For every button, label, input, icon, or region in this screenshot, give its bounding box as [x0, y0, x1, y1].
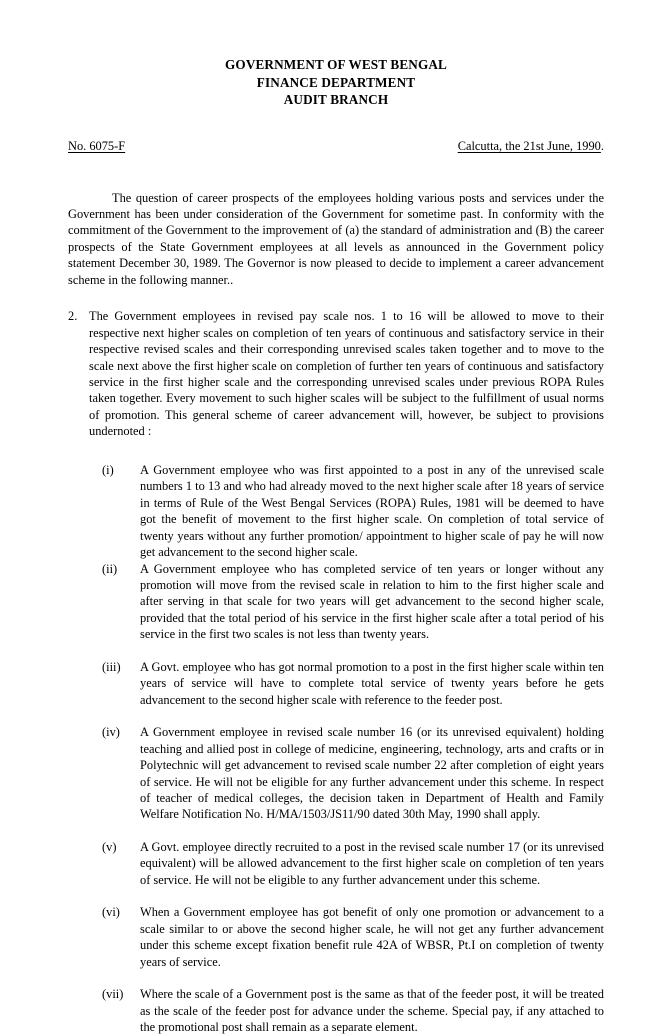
provision-item-vi	[68, 904, 604, 970]
provision-text-v: A Govt. employee directly recruited to a post in the revised scale number 17 (or its unrevised equivalent) will be allowed advancement to the first higher scale on completion of ten years of service. He will not be eligible to any further advancement under this scheme.	[140, 839, 604, 887]
provision-item-iii	[68, 659, 604, 708]
provision-marker-v: (v)	[102, 839, 117, 854]
provision-marker-vi: (vi)	[102, 905, 120, 920]
letterhead-line-branch: AUDIT BRANCH	[283, 92, 389, 107]
provision-text-iv: A Government employee in revised scale number 16 (or its unrevised equivalent) holding teaching and allied post in college of medicine, engineering, technology, arts and crafts or in Polytechnic will get advancement to revised scale number 22 after completion of eight years of service. He will not be eligible for any further advancement under this scheme. In respect of teacher of medical colleges, the decision taken in Department of Health and Family Welfare Notification No. H/MA/1503/JS11/90 dated 30th May, 1990 shall apply.	[140, 725, 604, 822]
letterhead-line-department: FINANCE DEPARTMENT	[256, 74, 416, 90]
intro-paragraph: The question of career prospects of the employees holding various posts and services under the Government has been under consideration of the Government for sometime past. In conformity with the commitment of the Government to the improvement of (a) the standard of administration and (B) the career prospects of the State Government employees at all levels as announced in the Government policy statement December 30, 1989. The Governor is now pleased to decide to implement a career advancement scheme in the following manner..	[68, 190, 604, 287]
reference-row	[68, 138, 604, 154]
provision-marker-iv: (iv)	[102, 725, 120, 740]
provision-text-ii: A Government employee who has completed service of ten years or longer without any promotion will move from the revised scale in relation to him to the first higher scale and after serving in that scale for two years will get advancement to the second higher scale, provided that the total period of his service in the first higher scale after a total period of his service in the first two scales is not less than twenty years.	[140, 561, 604, 642]
provision-item-i	[68, 462, 604, 561]
provision-marker-iii: (iii)	[102, 659, 121, 674]
letterhead	[68, 56, 604, 109]
dateline-period: .	[600, 138, 604, 153]
dateline	[458, 138, 604, 154]
provision-marker-vii: (vii)	[102, 987, 124, 1002]
provision-marker-i: (i)	[102, 462, 114, 477]
clause-2	[68, 308, 604, 440]
provision-text-i: A Government employee who was first appointed to a post in any of the unrevised scale numbers 1 to 13 and who had already moved to the next higher scale after 18 years of service in terms of Rule of the West Bengal Services (ROPA) Rules, 1981 will be deemed to have got the benefit of movement to the first higher scale. On completion of total service of twenty years without any further promotion/ appointment to higher scale of pay he will now get advancement to the second higher scale.	[140, 462, 604, 560]
provision-item-vii	[68, 986, 604, 1035]
letterhead-line-government: GOVERNMENT OF WEST BENGAL	[225, 57, 447, 72]
reference-number: No. 6075-F	[68, 138, 126, 153]
provision-marker-ii: (ii)	[102, 561, 118, 576]
dateline-place-date: Calcutta, the 21st June, 1990	[457, 138, 601, 153]
provision-text-iii: A Govt. employee who has got normal promotion to a post in the first higher scale within ten years of service will have to complete total service of twenty years before he gets advancement to the second higher scale with reference to the feeder post.	[140, 659, 604, 707]
provision-item-iv	[68, 724, 604, 823]
provisions-list	[68, 462, 604, 1035]
clause-2-marker: 2.	[68, 309, 78, 324]
provision-text-vi: When a Government employee has got benefit of only one promotion or advancement to a scale similar to or above the second higher scale, he will not get any further advancement under this scheme except fixation benefit rule 42A of WBSR, Pt.I on completion of twenty years of service.	[140, 905, 604, 969]
clause-2-text: The Government employees in revised pay scale nos. 1 to 16 will be allowed to move to their respective next higher scales on completion of ten years of continuous and satisfactory service in their respective revised scales and their corresponding unrevised scales taken together and to move to the scale next above the first higher scale on completion of further ten years of continuous and satisfactory service in the first higher scale and the corresponding unrevised scales under previous ROPA Rules taken together. Every movement to such higher scales will be subject to the fulfillment of usual norms of promotion. This general scheme of career advancement will, however, be subject to provisions undernoted :	[89, 309, 604, 439]
provision-item-ii	[68, 561, 604, 643]
provision-text-vii: Where the scale of a Government post is the same as that of the feeder post, it will be treated as the scale of the feeder post for advance under the scheme. Special pay, if any attached to the promotional post shall remain as a separate element.	[140, 987, 604, 1034]
provision-item-v	[68, 839, 604, 888]
